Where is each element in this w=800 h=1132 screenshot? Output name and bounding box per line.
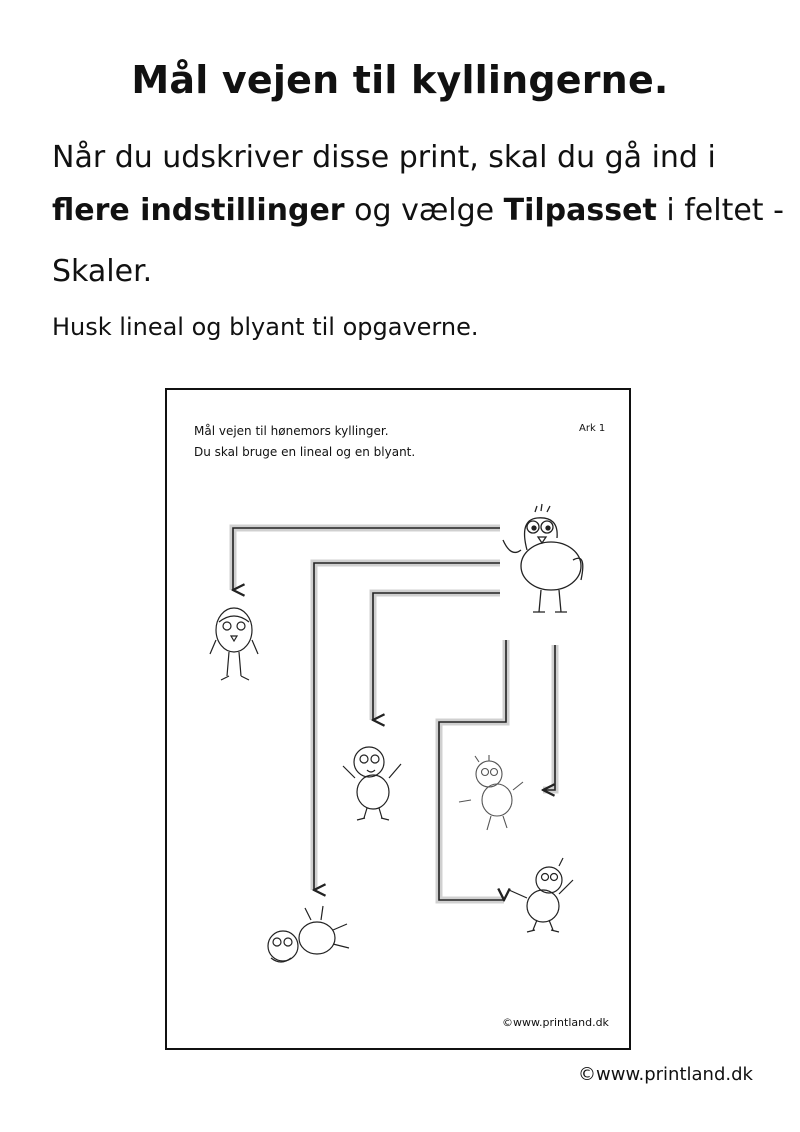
chick-icon xyxy=(459,755,523,830)
page-title: Mål vejen til kyllingerne. xyxy=(131,58,669,102)
instruction-line-1: Når du udskriver disse print, skal du gå ind i xyxy=(52,140,716,175)
path-line-2 xyxy=(314,563,500,890)
instruction-text: i feltet - xyxy=(656,193,784,228)
chick-icon xyxy=(509,858,573,932)
worksheet-copyright: ©www.printland.dk xyxy=(502,1016,609,1029)
instruction-text: og vælge xyxy=(344,193,504,228)
worksheet-subtitle: Du skal bruge en lineal og en blyant. xyxy=(194,445,416,459)
bold-tilpasset: Tilpasset xyxy=(503,193,657,228)
worksheet-preview xyxy=(165,388,631,1050)
instruction-line-2 xyxy=(52,193,784,228)
worksheet-title: Mål vejen til hønemors kyllinger. xyxy=(194,424,389,438)
chick-icon xyxy=(268,906,349,962)
maze-drawing xyxy=(167,390,629,1048)
path-line-1 xyxy=(233,528,500,590)
hen-icon xyxy=(503,504,583,612)
instruction-line-4: Husk lineal og blyant til opgaverne. xyxy=(52,313,479,341)
path-line-4 xyxy=(439,640,506,900)
instruction-line-3: Skaler. xyxy=(52,254,153,289)
bold-flere-indstillinger: flere indstillinger xyxy=(52,193,345,228)
worksheet-page-label: Ark 1 xyxy=(579,423,606,434)
chick-icon xyxy=(343,747,401,820)
path-line-3 xyxy=(373,593,500,720)
chick-icon xyxy=(210,608,258,680)
footer-copyright[interactable]: ©www.printland.dk xyxy=(578,1064,753,1085)
